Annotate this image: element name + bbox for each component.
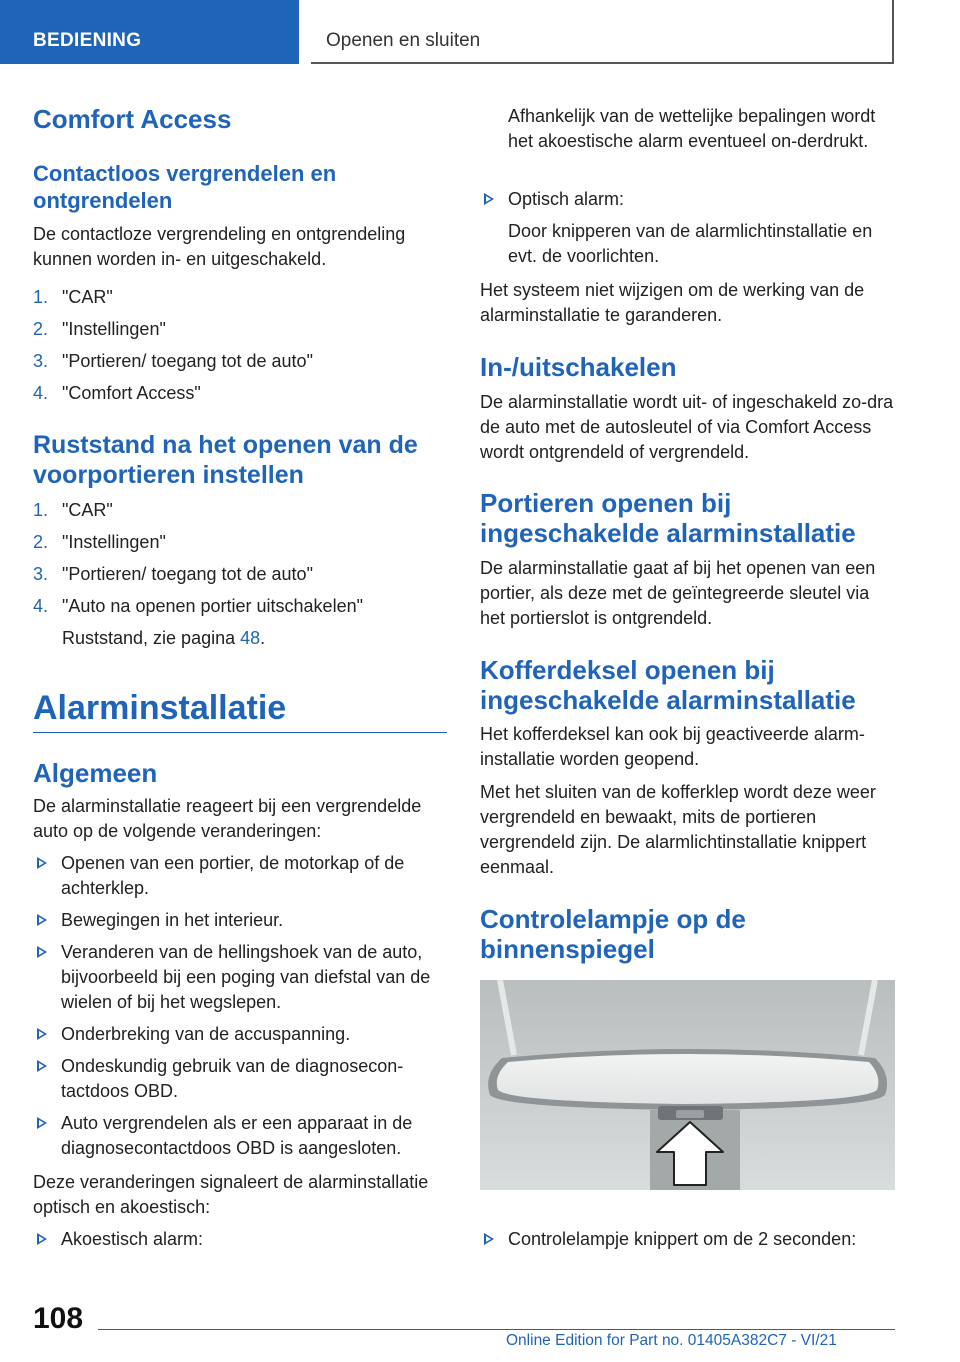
step-number: 2. (33, 532, 49, 552)
general-heading: Algemeen (33, 758, 158, 788)
bullet-text: Veranderen van de hellingshoek van de auto, bijvoorbeeld bij een poging van diefstal van de wielen of bij het wegslepen. (61, 942, 431, 1012)
onoff-heading: In-/uitschakelen (480, 352, 677, 382)
no-change-text: Het systeem niet wijzigen om de werking van de alarminstallatie te garanderen. (480, 280, 865, 325)
rest-state-heading: Ruststand na het openen van de voorportieren instellen (33, 431, 418, 489)
chapter-box (311, 0, 894, 64)
footer-rule (98, 1329, 895, 1330)
section-label: BEDIENING (33, 30, 142, 51)
doors-text: De alarminstallatie gaat af bij het openen van een portier, als deze met de geïntegreerde sleutel via het portierslot is ontgrendeld. (480, 558, 876, 628)
step-number: 3. (33, 351, 49, 371)
bullet-text: Ondeskundig gebruik van de diagnosecon‐tactdoos OBD. (61, 1056, 404, 1101)
bullet-text: Openen van een portier, de motorkap of de achterklep. (61, 853, 405, 898)
contactless-heading: Contactloos vergrendelen en ontgrendelen (33, 161, 337, 213)
acoustic-note: Afhankelijk van de wettelijke bepalingen wordt het akoestische alarm eventueel on‐derdrukt. (508, 106, 876, 151)
step-text: "CAR" (62, 287, 113, 307)
triangle-bullet-icon (37, 1117, 47, 1129)
step-number: 1. (33, 500, 49, 520)
triangle-bullet-icon (37, 1060, 47, 1072)
contactless-text: De contactloze vergrendeling en ontgrendeling kunnen worden in- en uitgeschakeld. (33, 224, 406, 269)
step-number: 2. (33, 319, 49, 339)
rearview-mirror-image (480, 980, 895, 1190)
bullet-text: Bewegingen in het interieur. (61, 910, 284, 930)
trunk-text-1: Het kofferdeksel kan ook bij geactiveerde alarm‐installatie worden geopend. (480, 724, 865, 769)
page-link[interactable]: 48 (240, 628, 261, 648)
signal-text: Deze veranderingen signaleert de alarminstallatie optisch en akoestisch: (33, 1172, 429, 1217)
rest-reference (62, 626, 265, 651)
triangle-bullet-icon (37, 914, 47, 926)
triangle-bullet-icon (37, 1233, 47, 1245)
triangle-bullet-icon (484, 193, 494, 205)
triangle-bullet-icon (484, 1233, 494, 1245)
trunk-heading: Kofferdeksel openen bij ingeschakelde alarminstallatie (480, 655, 856, 715)
doors-heading: Portieren openen bij ingeschakelde alarminstallatie (480, 488, 856, 548)
step-number: 3. (33, 564, 49, 584)
triangle-bullet-icon (37, 1028, 47, 1040)
footer-edition: Online Edition for Part no. 01405A382C7 - VI/21 (506, 1332, 837, 1349)
chapter-label: Openen en sluiten (326, 30, 481, 51)
comfort-access-heading: Comfort Access (33, 104, 232, 134)
step-number: 4. (33, 383, 49, 403)
bullet-text: Controlelampje knippert om de 2 seconden: (508, 1229, 857, 1249)
lamp-heading: Controlelampje op de binnenspiegel (480, 904, 746, 964)
heading-rule (33, 732, 447, 733)
onoff-text: De alarminstallatie wordt uit- of ingeschakeld zo‐dra de auto met de autosleutel of via Comfort Access wordt ontgrendeld of vergrendeld. (480, 392, 894, 462)
section-tab (0, 0, 299, 64)
step-text: "Instellingen" (62, 532, 166, 552)
step-text: "Comfort Access" (62, 383, 201, 403)
rest-reference-end: . (260, 628, 266, 648)
bullet-text: Onderbreking van de accuspanning. (61, 1024, 351, 1044)
mirror-illustration (480, 980, 895, 1190)
step-number: 1. (33, 287, 49, 307)
step-number: 4. (33, 596, 49, 616)
trunk-text-2: Met het sluiten van de kofferklep wordt deze weer vergrendeld en bewaakt, mits de portieren vergrendeld zijn. De alarmlichtinstallatie knippert eenmaal. (480, 782, 876, 877)
rest-reference-text: Ruststand, zie pagina (62, 628, 241, 648)
step-text: "Auto na openen portier uitschakelen" (62, 596, 363, 616)
bullet-text: Akoestisch alarm: (61, 1229, 204, 1249)
step-text: "Portieren/ toegang tot de auto" (62, 564, 313, 584)
optical-note: Door knipperen van de alarmlichtinstallatie en evt. de voorlichten. (508, 221, 873, 266)
general-text: De alarminstallatie reageert bij een vergrendelde auto op de volgende veranderingen: (33, 796, 422, 841)
step-text: "Portieren/ toegang tot de auto" (62, 351, 313, 371)
page-number: 108 (33, 1302, 84, 1335)
triangle-bullet-icon (37, 857, 47, 869)
alarm-heading: Alarminstallatie (33, 689, 287, 727)
page-header (0, 0, 960, 64)
triangle-bullet-icon (37, 946, 47, 958)
bullet-text: Optisch alarm: (508, 189, 625, 209)
step-text: "Instellingen" (62, 319, 166, 339)
bullet-text: Auto vergrendelen als er een apparaat in de diagnosecontactdoos OBD is aangesloten. (61, 1113, 413, 1158)
step-text: "CAR" (62, 500, 113, 520)
